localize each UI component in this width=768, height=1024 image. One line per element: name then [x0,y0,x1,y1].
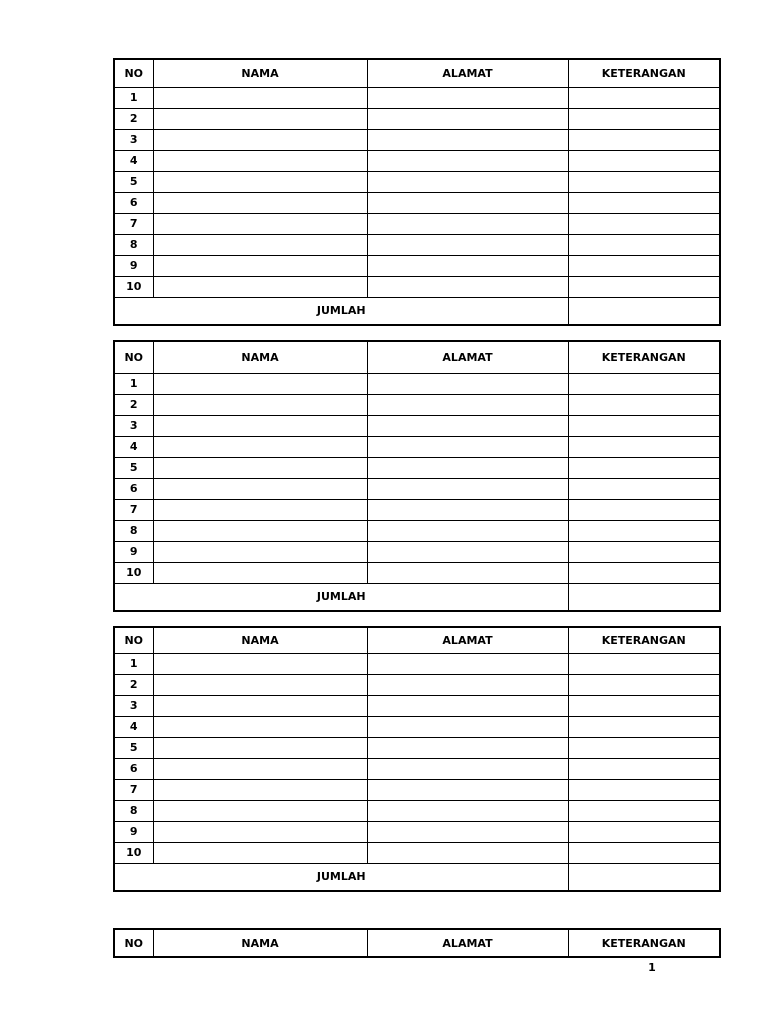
keterangan-cell[interactable] [568,695,720,716]
keterangan-cell[interactable] [568,821,720,842]
nama-cell[interactable] [153,255,367,276]
row-number: 8 [114,800,153,821]
table-row [114,716,720,737]
table-row [114,541,720,562]
header-keterangan: KETERANGAN [568,627,720,653]
nama-cell[interactable] [153,415,367,436]
keterangan-cell[interactable] [568,373,720,394]
table-row [114,394,720,415]
alamat-cell[interactable] [367,108,568,129]
keterangan-cell[interactable] [568,779,720,800]
table-row [114,478,720,499]
total-label: JUMLAH [114,297,568,325]
alamat-cell[interactable] [367,373,568,394]
row-number: 4 [114,436,153,457]
nama-cell[interactable] [153,108,367,129]
nama-cell[interactable] [153,373,367,394]
alamat-cell[interactable] [367,758,568,779]
alamat-cell[interactable] [367,674,568,695]
keterangan-cell[interactable] [568,674,720,695]
alamat-cell[interactable] [367,87,568,108]
table-row [114,234,720,255]
row-number: 9 [114,541,153,562]
table-row [114,415,720,436]
row-number: 6 [114,478,153,499]
alamat-cell[interactable] [367,779,568,800]
keterangan-cell[interactable] [568,129,720,150]
total-keterangan-cell[interactable] [568,863,720,891]
alamat-cell[interactable] [367,276,568,297]
total-keterangan-cell[interactable] [568,583,720,611]
keterangan-cell[interactable] [568,436,720,457]
row-number: 9 [114,255,153,276]
row-number: 6 [114,192,153,213]
total-row [114,297,720,325]
table-row [114,653,720,674]
table-row [114,150,720,171]
alamat-cell[interactable] [367,478,568,499]
total-row [114,583,720,611]
alamat-cell[interactable] [367,716,568,737]
alamat-cell[interactable] [367,737,568,758]
keterangan-cell[interactable] [568,520,720,541]
header-keterangan: KETERANGAN [568,929,720,957]
nama-cell[interactable] [153,562,367,583]
table-row [114,842,720,863]
row-number: 4 [114,716,153,737]
row-number: 2 [114,394,153,415]
table-row [114,129,720,150]
keterangan-cell[interactable] [568,415,720,436]
table-row [114,108,720,129]
row-number: 5 [114,457,153,478]
keterangan-cell[interactable] [568,842,720,863]
table-header-row [114,59,720,87]
nama-cell[interactable] [153,716,367,737]
header-keterangan: KETERANGAN [568,59,720,87]
nama-cell[interactable] [153,653,367,674]
header-nama: NAMA [153,627,367,653]
row-number: 7 [114,779,153,800]
data-table-2 [113,340,721,612]
header-nama: NAMA [153,59,367,87]
alamat-cell[interactable] [367,562,568,583]
table-row [114,499,720,520]
nama-cell[interactable] [153,737,367,758]
alamat-cell[interactable] [367,800,568,821]
nama-cell[interactable] [153,695,367,716]
alamat-cell[interactable] [367,436,568,457]
table-header-row [114,341,720,373]
table-row [114,87,720,108]
alamat-cell[interactable] [367,192,568,213]
total-row [114,863,720,891]
nama-cell[interactable] [153,457,367,478]
table-row [114,276,720,297]
table-row [114,436,720,457]
keterangan-cell[interactable] [568,276,720,297]
row-number: 1 [114,373,153,394]
keterangan-cell[interactable] [568,737,720,758]
row-number: 10 [114,276,153,297]
row-number: 5 [114,737,153,758]
row-number: 5 [114,171,153,192]
header-alamat: ALAMAT [367,929,568,957]
nama-cell[interactable] [153,171,367,192]
keterangan-cell[interactable] [568,255,720,276]
alamat-cell[interactable] [367,541,568,562]
header-alamat: ALAMAT [367,627,568,653]
alamat-cell[interactable] [367,150,568,171]
nama-cell[interactable] [153,150,367,171]
table-row [114,800,720,821]
row-number: 10 [114,562,153,583]
page-number: 1 [648,961,656,974]
keterangan-cell[interactable] [568,478,720,499]
keterangan-cell[interactable] [568,457,720,478]
alamat-cell[interactable] [367,213,568,234]
alamat-cell[interactable] [367,821,568,842]
alamat-cell[interactable] [367,394,568,415]
table-row [114,520,720,541]
data-table-4 [113,928,721,958]
nama-cell[interactable] [153,87,367,108]
alamat-cell[interactable] [367,415,568,436]
table-row [114,255,720,276]
header-keterangan: KETERANGAN [568,341,720,373]
alamat-cell[interactable] [367,234,568,255]
header-no: NO [114,929,153,957]
nama-cell[interactable] [153,129,367,150]
keterangan-cell[interactable] [568,653,720,674]
header-alamat: ALAMAT [367,59,568,87]
row-number: 7 [114,499,153,520]
alamat-cell[interactable] [367,520,568,541]
row-number: 7 [114,213,153,234]
table-row [114,779,720,800]
row-number: 3 [114,695,153,716]
nama-cell[interactable] [153,674,367,695]
total-label: JUMLAH [114,863,568,891]
nama-cell[interactable] [153,821,367,842]
header-nama: NAMA [153,929,367,957]
keterangan-cell[interactable] [568,213,720,234]
table-row [114,821,720,842]
nama-cell[interactable] [153,436,367,457]
table-row [114,695,720,716]
alamat-cell[interactable] [367,129,568,150]
nama-cell[interactable] [153,800,367,821]
nama-cell[interactable] [153,276,367,297]
table-header-row [114,929,720,957]
alamat-cell[interactable] [367,842,568,863]
row-number: 9 [114,821,153,842]
keterangan-cell[interactable] [568,394,720,415]
data-table-3 [113,626,721,892]
total-label: JUMLAH [114,583,568,611]
nama-cell[interactable] [153,234,367,255]
keterangan-cell[interactable] [568,758,720,779]
row-number: 2 [114,674,153,695]
keterangan-cell[interactable] [568,87,720,108]
header-no: NO [114,627,153,653]
alamat-cell[interactable] [367,457,568,478]
row-number: 8 [114,520,153,541]
keterangan-cell[interactable] [568,171,720,192]
row-number: 10 [114,842,153,863]
row-number: 6 [114,758,153,779]
alamat-cell[interactable] [367,255,568,276]
data-table-1 [113,58,721,326]
keterangan-cell[interactable] [568,108,720,129]
row-number: 1 [114,653,153,674]
nama-cell[interactable] [153,541,367,562]
keterangan-cell[interactable] [568,150,720,171]
nama-cell[interactable] [153,842,367,863]
table-row [114,457,720,478]
keterangan-cell[interactable] [568,800,720,821]
nama-cell[interactable] [153,213,367,234]
nama-cell[interactable] [153,192,367,213]
keterangan-cell[interactable] [568,499,720,520]
header-nama: NAMA [153,341,367,373]
table-row [114,758,720,779]
keterangan-cell[interactable] [568,716,720,737]
table-header-row [114,627,720,653]
row-number: 3 [114,129,153,150]
alamat-cell[interactable] [367,653,568,674]
alamat-cell[interactable] [367,499,568,520]
nama-cell[interactable] [153,478,367,499]
table-row [114,373,720,394]
row-number: 2 [114,108,153,129]
table-row [114,737,720,758]
table-row [114,192,720,213]
header-no: NO [114,59,153,87]
keterangan-cell[interactable] [568,541,720,562]
table-row [114,171,720,192]
nama-cell[interactable] [153,758,367,779]
nama-cell[interactable] [153,520,367,541]
header-no: NO [114,341,153,373]
nama-cell[interactable] [153,779,367,800]
row-number: 8 [114,234,153,255]
table-row [114,674,720,695]
header-alamat: ALAMAT [367,341,568,373]
row-number: 1 [114,87,153,108]
keterangan-cell[interactable] [568,192,720,213]
alamat-cell[interactable] [367,695,568,716]
row-number: 4 [114,150,153,171]
table-row [114,213,720,234]
keterangan-cell[interactable] [568,234,720,255]
table-row [114,562,720,583]
alamat-cell[interactable] [367,171,568,192]
row-number: 3 [114,415,153,436]
nama-cell[interactable] [153,499,367,520]
nama-cell[interactable] [153,394,367,415]
keterangan-cell[interactable] [568,562,720,583]
total-keterangan-cell[interactable] [568,297,720,325]
